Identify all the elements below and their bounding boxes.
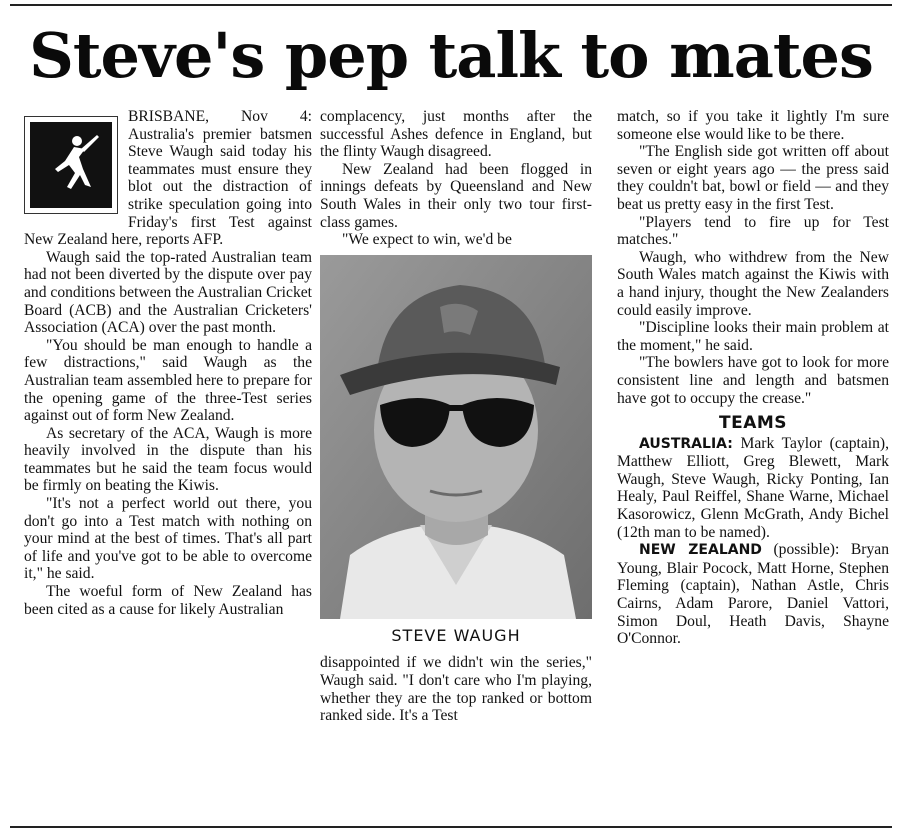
- paragraph: "It's not a perfect world out there, you don't go into a Test match with nothing on your mind at the best of times. That's all part of life and you've got to be able to overcome it," he said.: [24, 495, 312, 583]
- paragraph: The woeful form of New Zealand has been cited as a cause for likely Australian: [24, 583, 312, 618]
- photo-caption: STEVE WAUGH: [391, 625, 521, 645]
- dateline: BRISBANE, Nov 4:: [128, 108, 312, 125]
- teams-heading: TEAMS: [718, 413, 788, 434]
- paragraph: As secretary of the ACA, Waugh is more heavily involved in the dispute than his teammates but he said the team focus would be firmly on beating the Kiwis.: [24, 424, 312, 495]
- paragraph: "Players tend to fire up for Test matches.": [617, 213, 889, 249]
- paragraph: "You should be man enough to handle a few distractions," said Waugh as the Australian team assembled here to prepare for the opening game of the three-Test series against out of form New Zealand.: [24, 336, 312, 425]
- new-zealand-label: NEW ZEALAND: [639, 542, 762, 559]
- paragraph: "The English side got written off about seven or eight years ago — the press said they couldn't bat, bowl or field — and they beat us pretty easy in the first Test.: [617, 143, 889, 213]
- new-zealand-players: (possible): Bryan Young, Blair Pocock, Matt Horne, Stephen Fleming (captain), Nathan Astle, Chris Cairns, Adam Parore, Daniel Vattori, Simon Doul, Heath Davis, Shayne O'Connor.: [617, 541, 889, 648]
- paragraph: "Discipline looks their main problem at the moment," he said.: [617, 319, 889, 354]
- lead-paragraph: Australia's premier batsmen Steve Waugh said today his teammates must ensure they blot out the distraction of strike speculation going into Friday's first Test against New Zealand here, reports AFP.: [24, 125, 312, 249]
- new-zealand-team-list: [617, 541, 889, 648]
- australia-label: AUSTRALIA:: [639, 435, 733, 452]
- headline: Steve's pep talk to mates: [29, 19, 873, 92]
- paragraph: "The bowlers have got to look for more consistent line and length and batsmen have got to occupy the crease.": [617, 354, 889, 407]
- paragraph: "We expect to win, we'd be: [342, 231, 512, 249]
- bottom-rule: [10, 826, 892, 828]
- paragraph: Waugh, who withdrew from the New South Wales match against the Kiwis with a hand injury, thought the New Zealanders could easily improve.: [617, 248, 889, 319]
- column-1: [24, 108, 312, 618]
- top-rule: [10, 4, 892, 6]
- paragraph: complacency, just months after the successful Ashes defence in England, but the flinty Waugh disagreed.: [320, 108, 592, 161]
- paragraph: New Zealand had been flogged in innings defeats by Queensland and New South Wales in their only two tour first-class games.: [320, 160, 592, 231]
- paragraph: match, so if you take it lightly I'm sure someone else would like to be there.: [617, 108, 889, 143]
- column-3: [617, 108, 889, 648]
- portrait-photo: [320, 255, 592, 619]
- column-2: [320, 108, 592, 725]
- cricket-batsman-icon: [24, 116, 118, 214]
- paragraph: disappointed if we didn't win the series," Waugh said. "I don't care who I'm playing, whether they are the top ranked or bottom ranked side. It's a Test: [320, 654, 592, 725]
- paragraph: Waugh said the top-rated Australian team had not been diverted by the dispute over pay and conditions between the Australian Cricket Board (ACB) and the Australian Cricketers' Association (ACA) over the past month.: [24, 248, 312, 337]
- australia-players: Mark Taylor (captain), Matthew Elliott, Greg Blewett, Mark Waugh, Steve Waugh, Ricky Ponting, Ian Healy, Paul Reiffel, Shane Warne, Michael Kasorowicz, Glenn McGrath, Andy Bichel (12th man to be named).: [617, 434, 889, 541]
- australia-team-list: [617, 435, 889, 542]
